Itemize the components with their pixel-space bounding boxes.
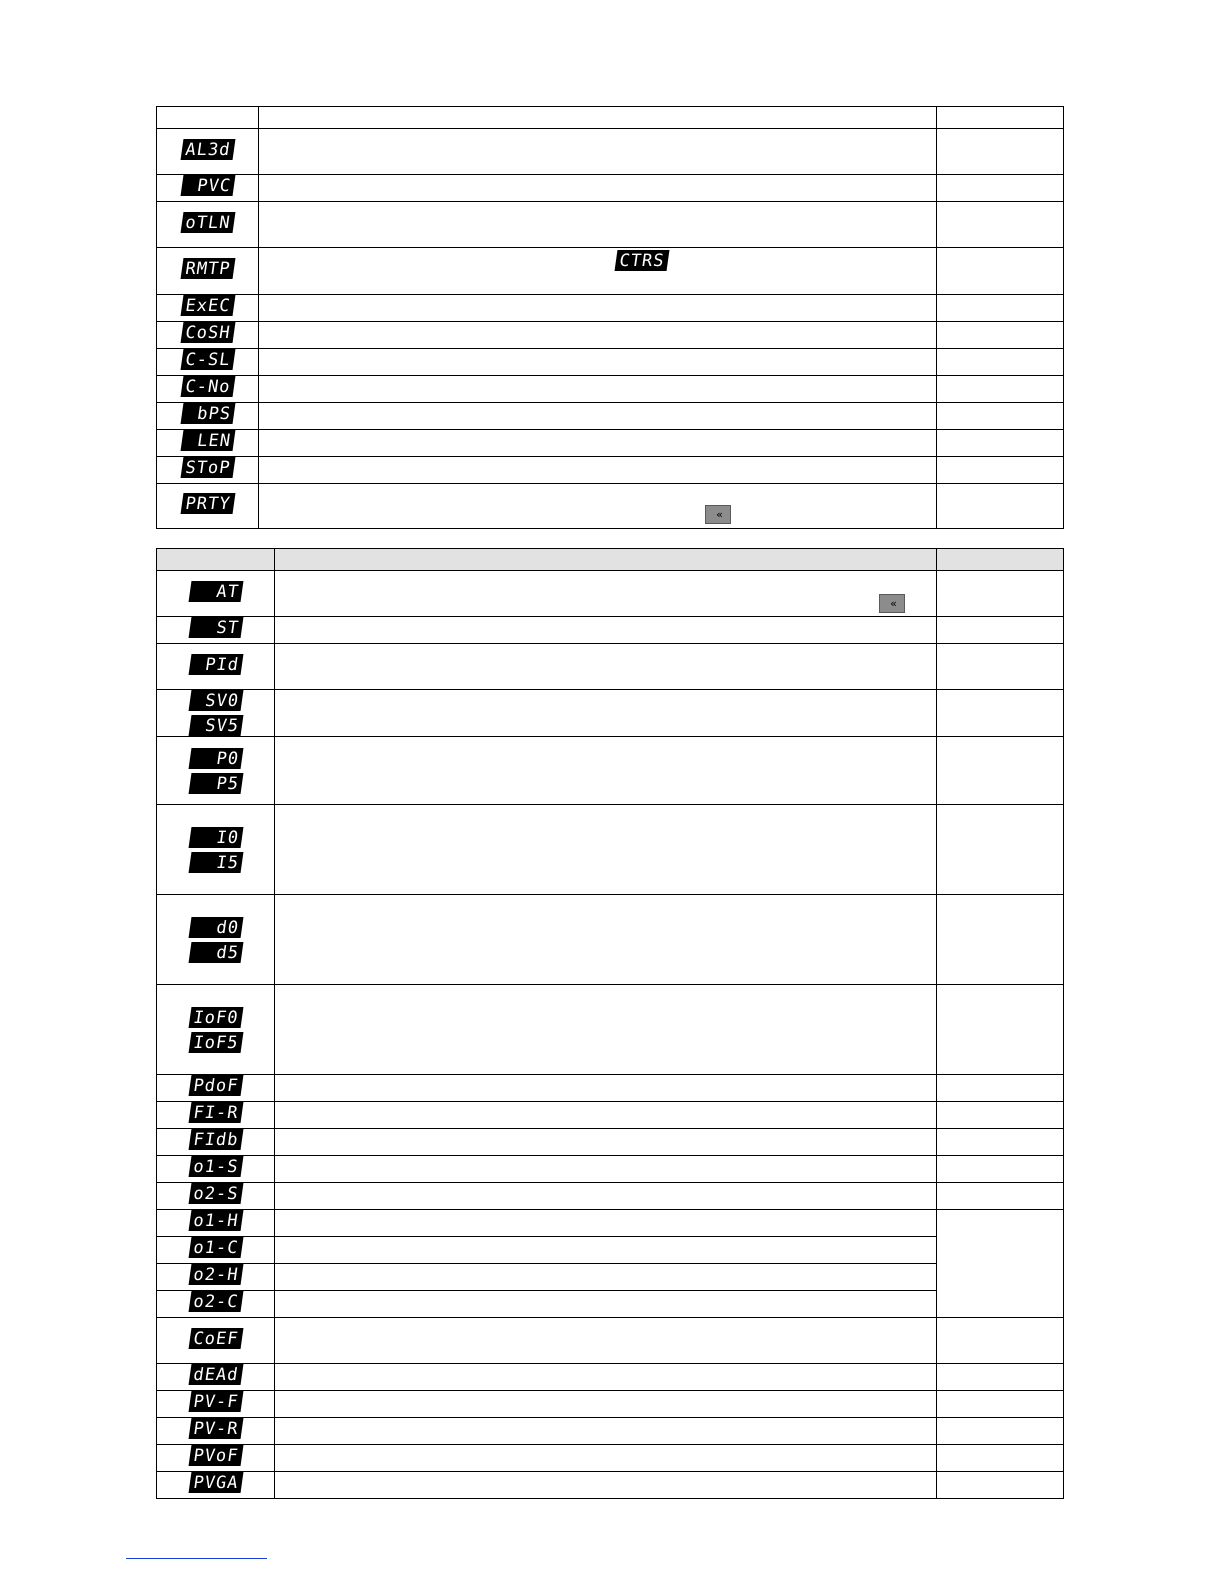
table-row xyxy=(157,1318,1064,1364)
symbol-cell xyxy=(157,1210,275,1237)
lcd-symbol: IoF5 xyxy=(188,1032,243,1053)
description-cell xyxy=(259,403,937,430)
value-cell xyxy=(937,1445,1064,1472)
description-cell xyxy=(275,1210,937,1237)
lcd-symbol: o2-H xyxy=(188,1264,243,1285)
header-symbol-cell xyxy=(157,107,259,129)
description-cell xyxy=(275,1364,937,1391)
value-cell xyxy=(937,690,1064,737)
symbol-cell xyxy=(157,1391,275,1418)
lcd-symbol: PVoF xyxy=(188,1445,243,1466)
lcd-symbol: o1-C xyxy=(188,1237,243,1258)
description-cell xyxy=(275,1237,937,1264)
lcd-symbol: C-SL xyxy=(180,349,235,370)
symbol-cell xyxy=(157,1102,275,1129)
value-cell xyxy=(937,457,1064,484)
symbol-cell xyxy=(157,1418,275,1445)
lcd-symbol: o1-S xyxy=(188,1156,243,1177)
table-row xyxy=(157,1264,1064,1291)
table-row xyxy=(157,1237,1064,1264)
value-cell-merged xyxy=(937,1210,1064,1318)
symbol-cell xyxy=(157,175,259,202)
header-symbol-cell xyxy=(157,549,275,571)
lcd-symbol: CoSH xyxy=(180,322,235,343)
header-value-cell xyxy=(937,107,1064,129)
lcd-symbol: o1-H xyxy=(188,1210,243,1231)
symbol-cell xyxy=(157,1472,275,1499)
table-row xyxy=(157,248,1064,295)
table-row xyxy=(157,1391,1064,1418)
table-row xyxy=(157,484,1064,529)
description-cell xyxy=(275,1418,937,1445)
description-cell xyxy=(259,175,937,202)
lcd-symbol: dEAd xyxy=(188,1364,243,1385)
value-cell xyxy=(937,1183,1064,1210)
description-cell xyxy=(259,322,937,349)
lcd-symbol: SToP xyxy=(180,457,235,478)
table-row xyxy=(157,1210,1064,1237)
lcd-symbol: PV-R xyxy=(188,1418,243,1439)
symbol-cell xyxy=(157,403,259,430)
symbol-cell xyxy=(157,644,275,690)
value-cell xyxy=(937,376,1064,403)
table-row xyxy=(157,1156,1064,1183)
lcd-symbol: PId xyxy=(188,654,243,675)
symbol-cell xyxy=(157,457,259,484)
symbol-cell xyxy=(157,248,259,295)
table-row xyxy=(157,1075,1064,1102)
description-cell xyxy=(275,985,937,1075)
table-row xyxy=(157,1418,1064,1445)
description-cell xyxy=(259,430,937,457)
table-row xyxy=(157,805,1064,895)
value-cell xyxy=(937,617,1064,644)
symbol-stack xyxy=(157,917,274,963)
description-cell xyxy=(275,737,937,805)
table-row xyxy=(157,349,1064,376)
lcd-symbol: RMTP xyxy=(180,258,235,279)
description-cell xyxy=(275,1264,937,1291)
lcd-symbol: SV0 xyxy=(188,690,243,711)
symbol-cell xyxy=(157,805,275,895)
description-cell xyxy=(275,1183,937,1210)
symbol-cell xyxy=(157,430,259,457)
lcd-symbol: FI-R xyxy=(188,1102,243,1123)
lcd-symbol: ExEC xyxy=(180,295,235,316)
description-cell xyxy=(259,202,937,248)
description-cell xyxy=(275,1291,937,1318)
value-cell xyxy=(937,805,1064,895)
lcd-symbol: PV-F xyxy=(188,1391,243,1412)
value-cell xyxy=(937,484,1064,529)
table-row xyxy=(157,895,1064,985)
description-cell xyxy=(275,805,937,895)
lcd-symbol: PVC xyxy=(180,175,235,196)
value-cell xyxy=(937,1318,1064,1364)
symbol-stack xyxy=(157,827,274,873)
symbol-cell xyxy=(157,1129,275,1156)
table-header-row xyxy=(157,549,1064,571)
value-cell xyxy=(937,895,1064,985)
lcd-symbol: LEN xyxy=(180,430,235,451)
value-cell xyxy=(937,430,1064,457)
value-cell xyxy=(937,1472,1064,1499)
description-cell xyxy=(275,1318,937,1364)
value-cell xyxy=(937,322,1064,349)
lcd-symbol: d0 xyxy=(188,917,243,938)
table-row xyxy=(157,376,1064,403)
description-cell xyxy=(275,895,937,985)
table-row xyxy=(157,1129,1064,1156)
lcd-symbol: AL3d xyxy=(180,139,235,160)
lcd-symbol: SV5 xyxy=(188,715,243,736)
table-row xyxy=(157,985,1064,1075)
description-cell xyxy=(275,1156,937,1183)
description-cell xyxy=(259,248,937,295)
table-row xyxy=(157,1291,1064,1318)
table-row xyxy=(157,403,1064,430)
symbol-cell xyxy=(157,1237,275,1264)
table-row xyxy=(157,1102,1064,1129)
symbol-cell xyxy=(157,1364,275,1391)
value-cell xyxy=(937,248,1064,295)
lcd-symbol: FIdb xyxy=(188,1129,243,1150)
symbol-cell xyxy=(157,129,259,175)
back-key-icon: « xyxy=(705,505,731,524)
value-cell xyxy=(937,985,1064,1075)
value-cell xyxy=(937,644,1064,690)
description-cell xyxy=(275,1445,937,1472)
header-value-cell xyxy=(937,549,1064,571)
parameter-table-1 xyxy=(156,106,1064,529)
description-cell xyxy=(275,1472,937,1499)
table-row xyxy=(157,690,1064,737)
symbol-cell xyxy=(157,1291,275,1318)
lcd-symbol: d5 xyxy=(188,942,243,963)
value-cell xyxy=(937,202,1064,248)
lcd-symbol: C-No xyxy=(180,376,235,397)
value-cell xyxy=(937,1418,1064,1445)
description-cell xyxy=(275,1391,937,1418)
table-row xyxy=(157,430,1064,457)
value-cell xyxy=(937,1075,1064,1102)
inline-lcd-symbol: CTRS xyxy=(615,250,670,271)
description-cell xyxy=(275,1102,937,1129)
lcd-symbol: CoEF xyxy=(188,1328,243,1349)
value-cell xyxy=(937,129,1064,175)
description-cell xyxy=(259,129,937,175)
table-row xyxy=(157,644,1064,690)
symbol-cell xyxy=(157,295,259,322)
table-row xyxy=(157,571,1064,617)
lcd-symbol: I0 xyxy=(188,827,243,848)
symbol-cell xyxy=(157,1075,275,1102)
value-cell xyxy=(937,1364,1064,1391)
symbol-cell xyxy=(157,1264,275,1291)
header-description-cell xyxy=(259,107,937,129)
table-row xyxy=(157,129,1064,175)
parameter-table-2 xyxy=(156,548,1064,1499)
symbol-cell xyxy=(157,737,275,805)
description-cell xyxy=(275,690,937,737)
table-row xyxy=(157,202,1064,248)
value-cell xyxy=(937,349,1064,376)
value-cell xyxy=(937,403,1064,430)
description-cell xyxy=(259,457,937,484)
symbol-cell xyxy=(157,617,275,644)
table-row xyxy=(157,617,1064,644)
value-cell xyxy=(937,175,1064,202)
description-cell xyxy=(275,571,937,617)
symbol-cell xyxy=(157,1156,275,1183)
lcd-symbol: PdoF xyxy=(188,1075,243,1096)
lcd-symbol: PRTY xyxy=(180,493,235,514)
symbol-stack xyxy=(157,748,274,794)
table-row xyxy=(157,737,1064,805)
symbol-cell xyxy=(157,202,259,248)
table-row xyxy=(157,175,1064,202)
lcd-symbol: PVGA xyxy=(188,1472,243,1493)
description-cell xyxy=(275,1129,937,1156)
symbol-cell xyxy=(157,1445,275,1472)
symbol-stack xyxy=(157,1007,274,1053)
table-row xyxy=(157,1364,1064,1391)
symbol-cell xyxy=(157,376,259,403)
lcd-symbol: oTLN xyxy=(180,212,235,233)
symbol-cell xyxy=(157,484,259,529)
lcd-symbol: AT xyxy=(188,581,243,602)
symbol-cell xyxy=(157,1183,275,1210)
value-cell xyxy=(937,1102,1064,1129)
lcd-symbol: IoF0 xyxy=(188,1007,243,1028)
description-cell xyxy=(259,484,937,529)
table-row xyxy=(157,295,1064,322)
table-row xyxy=(157,1445,1064,1472)
value-cell xyxy=(937,1391,1064,1418)
symbol-cell xyxy=(157,322,259,349)
symbol-cell xyxy=(157,1318,275,1364)
back-key-icon: « xyxy=(879,594,905,613)
value-cell xyxy=(937,737,1064,805)
table-row xyxy=(157,457,1064,484)
header-description-cell xyxy=(275,549,937,571)
description-cell xyxy=(275,644,937,690)
symbol-cell xyxy=(157,985,275,1075)
value-cell xyxy=(937,1129,1064,1156)
lcd-symbol: o2-C xyxy=(188,1291,243,1312)
symbol-cell xyxy=(157,571,275,617)
lcd-symbol: ST xyxy=(188,617,243,638)
table-row xyxy=(157,1183,1064,1210)
table-row xyxy=(157,322,1064,349)
footer-link-underline[interactable] xyxy=(126,1558,267,1559)
symbol-cell xyxy=(157,349,259,376)
lcd-symbol: o2-S xyxy=(188,1183,243,1204)
value-cell xyxy=(937,1156,1064,1183)
description-cell xyxy=(275,617,937,644)
lcd-symbol: P0 xyxy=(188,748,243,769)
lcd-symbol: P5 xyxy=(188,773,243,794)
symbol-stack xyxy=(157,690,274,736)
lcd-symbol: I5 xyxy=(188,852,243,873)
table-row xyxy=(157,1472,1064,1499)
lcd-symbol: bPS xyxy=(180,403,235,424)
value-cell xyxy=(937,295,1064,322)
symbol-cell xyxy=(157,690,275,737)
description-cell xyxy=(259,376,937,403)
description-cell xyxy=(259,295,937,322)
value-cell xyxy=(937,571,1064,617)
symbol-cell xyxy=(157,895,275,985)
description-cell xyxy=(275,1075,937,1102)
table-header-row xyxy=(157,107,1064,129)
description-cell xyxy=(259,349,937,376)
